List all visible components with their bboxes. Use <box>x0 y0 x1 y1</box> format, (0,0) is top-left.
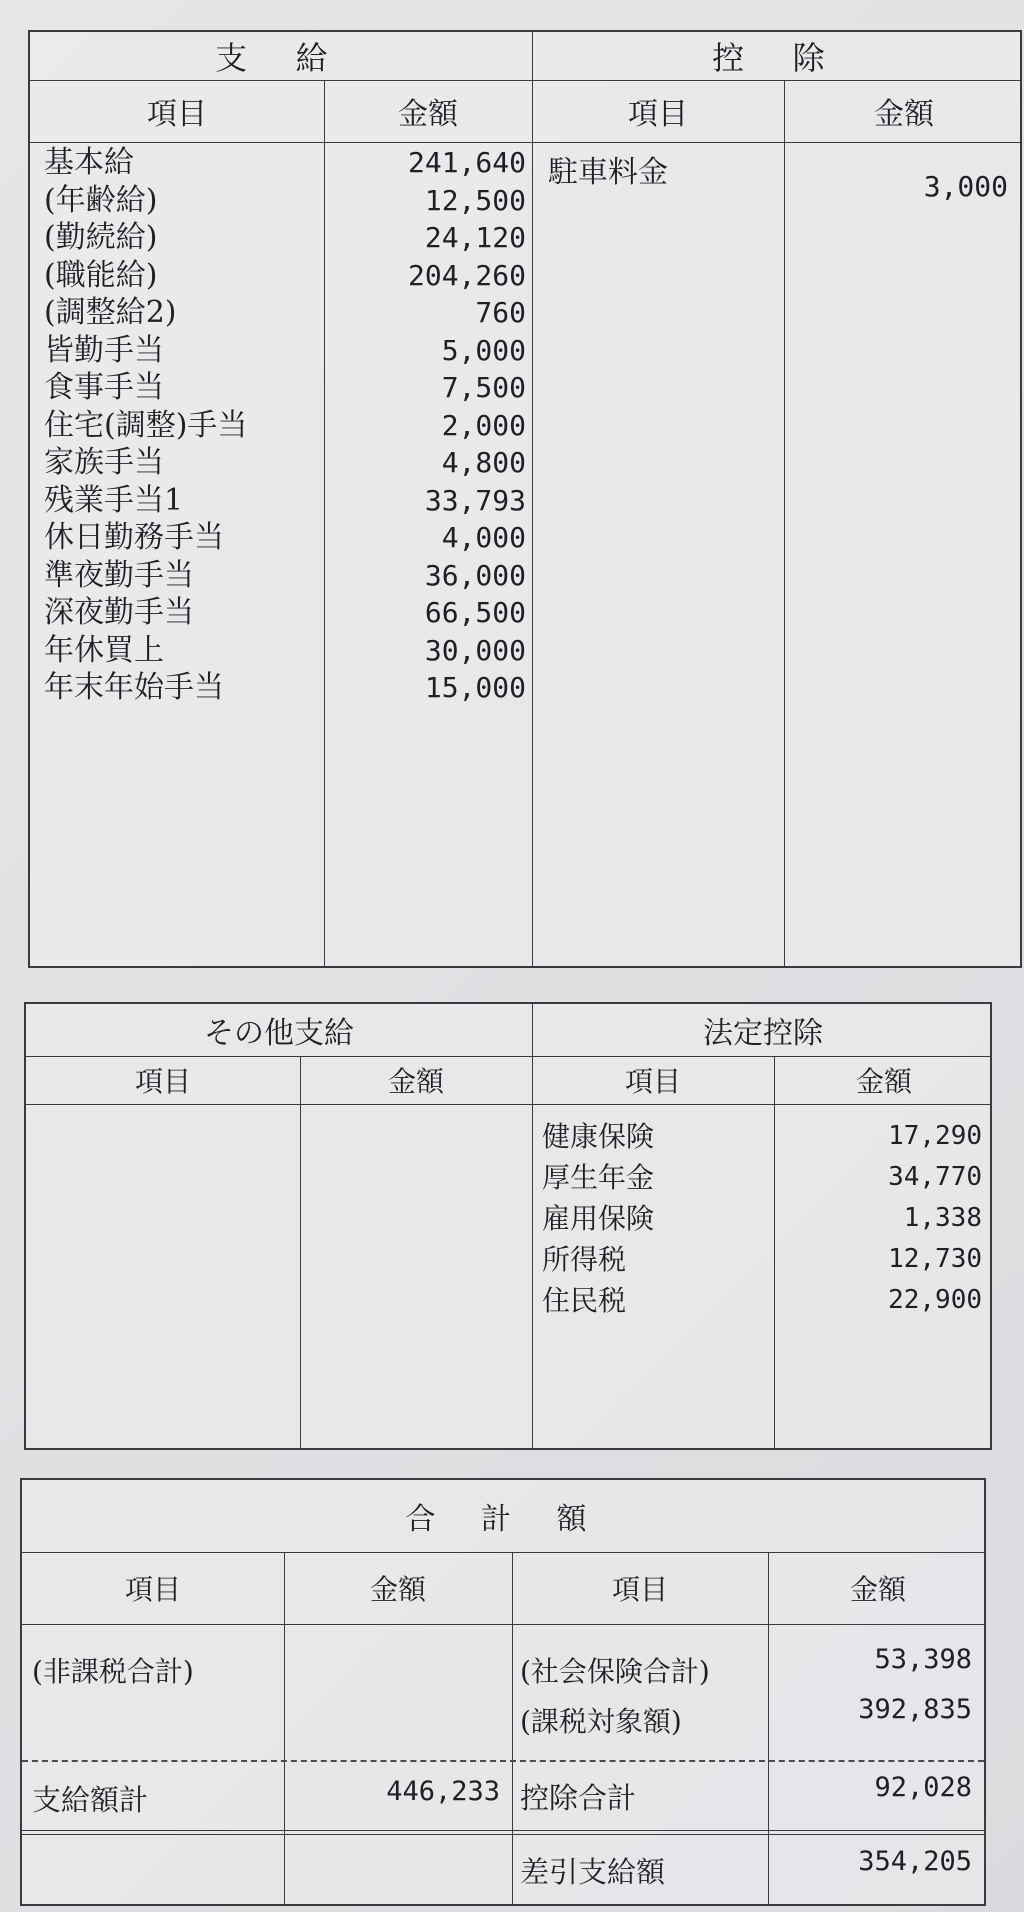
gross-pay-amount: 446,233 <box>386 1776 500 1807</box>
deduction-amount-header: 金額 <box>874 97 934 132</box>
other-pay-title: その他支給 <box>204 1016 354 1051</box>
pay-item-label: (勤続給) <box>44 220 158 255</box>
pay-item-amount: 36,000 <box>424 558 526 592</box>
pay-item-label: 皆勤手当 <box>44 332 164 368</box>
statutory-item-amount: 34,770 <box>888 1162 982 1192</box>
deduction-item-labels <box>548 154 778 192</box>
pay-item-label: 年休買上 <box>44 632 164 668</box>
statutory-item-amount: 1,338 <box>903 1203 982 1233</box>
pay-amount-header: 金額 <box>398 97 458 132</box>
pay-item-label: (調整給2) <box>44 295 177 330</box>
statutory-item-label: 健康保険 <box>542 1120 655 1153</box>
pay-item-label: 食事手当 <box>44 370 164 405</box>
pay-item-labels <box>44 144 320 707</box>
pay-item-amount: 241,640 <box>407 146 526 179</box>
pay-deduction-table <box>28 30 1022 968</box>
social-insurance-total-label: (社会保険合計) <box>520 1655 710 1688</box>
pay-item-amount: 4,000 <box>441 521 526 554</box>
pay-item-amount: 15,000 <box>424 671 526 704</box>
pay-section-title: 支 給 <box>215 39 347 77</box>
pay-item-amount: 204,260 <box>407 258 526 292</box>
pay-item-amount: 2,000 <box>441 408 526 442</box>
pay-item-header: 項目 <box>147 97 207 132</box>
statutory-deduction-title: 法定控除 <box>703 1016 823 1051</box>
total-deduction-label: 控除合計 <box>520 1781 637 1815</box>
pay-item-label: 家族手当 <box>44 445 164 480</box>
pay-item-amount: 24,120 <box>424 221 526 254</box>
nontax-total-label: (非課税合計) <box>32 1655 194 1688</box>
pay-item-label: 住宅(調整)手当 <box>44 407 248 443</box>
pay-item-amount: 12,500 <box>424 183 526 217</box>
pay-item-label: 基本給 <box>44 145 134 180</box>
statutory-item-labels <box>542 1116 770 1321</box>
totals-table <box>20 1478 986 1906</box>
pay-item-amounts <box>330 144 526 707</box>
totals-amount-header-right: 金額 <box>849 1573 906 1606</box>
pay-item-label: 休日勤務手当 <box>44 520 224 555</box>
pay-item-amount: 4,800 <box>441 446 526 479</box>
totals-item-header-right: 項目 <box>611 1573 668 1606</box>
pay-item-amount: 30,000 <box>424 633 526 667</box>
total-deduction-amount: 92,028 <box>874 1772 972 1803</box>
statutory-item-amount: 12,730 <box>888 1244 982 1274</box>
pay-item-amount: 760 <box>475 296 526 329</box>
statutory-item-amounts <box>782 1116 982 1321</box>
totals-amount-header: 金額 <box>369 1573 426 1606</box>
statutory-item-amount: 22,900 <box>888 1285 982 1315</box>
totals-title: 合 計 額 <box>405 1502 605 1537</box>
other-statutory-table <box>24 1002 992 1450</box>
pay-item-label: 準夜勤手当 <box>44 557 194 593</box>
pay-item-amount: 7,500 <box>441 371 526 404</box>
other-item-header: 項目 <box>134 1065 191 1098</box>
pay-item-amount: 66,500 <box>424 596 526 629</box>
statutory-item-label: 住民税 <box>542 1284 627 1317</box>
statutory-item-header: 項目 <box>624 1065 681 1098</box>
statutory-item-amount: 17,290 <box>888 1121 982 1151</box>
pay-item-label: (年齢給) <box>44 182 158 218</box>
deduction-item-header: 項目 <box>628 97 688 132</box>
deduction-section-title: 控 除 <box>712 39 844 77</box>
other-amount-header: 金額 <box>387 1065 444 1098</box>
net-pay-amount: 354,205 <box>858 1846 972 1877</box>
pay-item-label: 残業手当1 <box>44 482 184 518</box>
net-pay-label: 差引支給額 <box>520 1855 666 1889</box>
statutory-amount-header: 金額 <box>855 1065 912 1098</box>
statutory-item-label: 雇用保険 <box>542 1202 655 1235</box>
statutory-item-label: 厚生年金 <box>542 1161 655 1194</box>
totals-item-header: 項目 <box>124 1573 181 1606</box>
deduction-item-amount: 3,000 <box>923 170 1008 203</box>
pay-item-label: (職能給) <box>44 257 158 293</box>
deduction-item-amounts <box>790 168 1008 206</box>
pay-item-amount: 33,793 <box>424 483 526 517</box>
pay-item-amount: 5,000 <box>441 333 526 367</box>
gross-pay-label: 支給額計 <box>32 1783 149 1817</box>
taxable-amount-value: 392,835 <box>858 1694 972 1725</box>
deduction-item-label: 駐車料金 <box>548 155 668 190</box>
pay-item-label: 深夜勤手当 <box>44 595 194 630</box>
statutory-item-label: 所得税 <box>542 1243 627 1276</box>
social-insurance-total-amount: 53,398 <box>874 1644 972 1675</box>
pay-item-label: 年末年始手当 <box>44 670 224 705</box>
taxable-amount-label: (課税対象額) <box>520 1705 682 1738</box>
